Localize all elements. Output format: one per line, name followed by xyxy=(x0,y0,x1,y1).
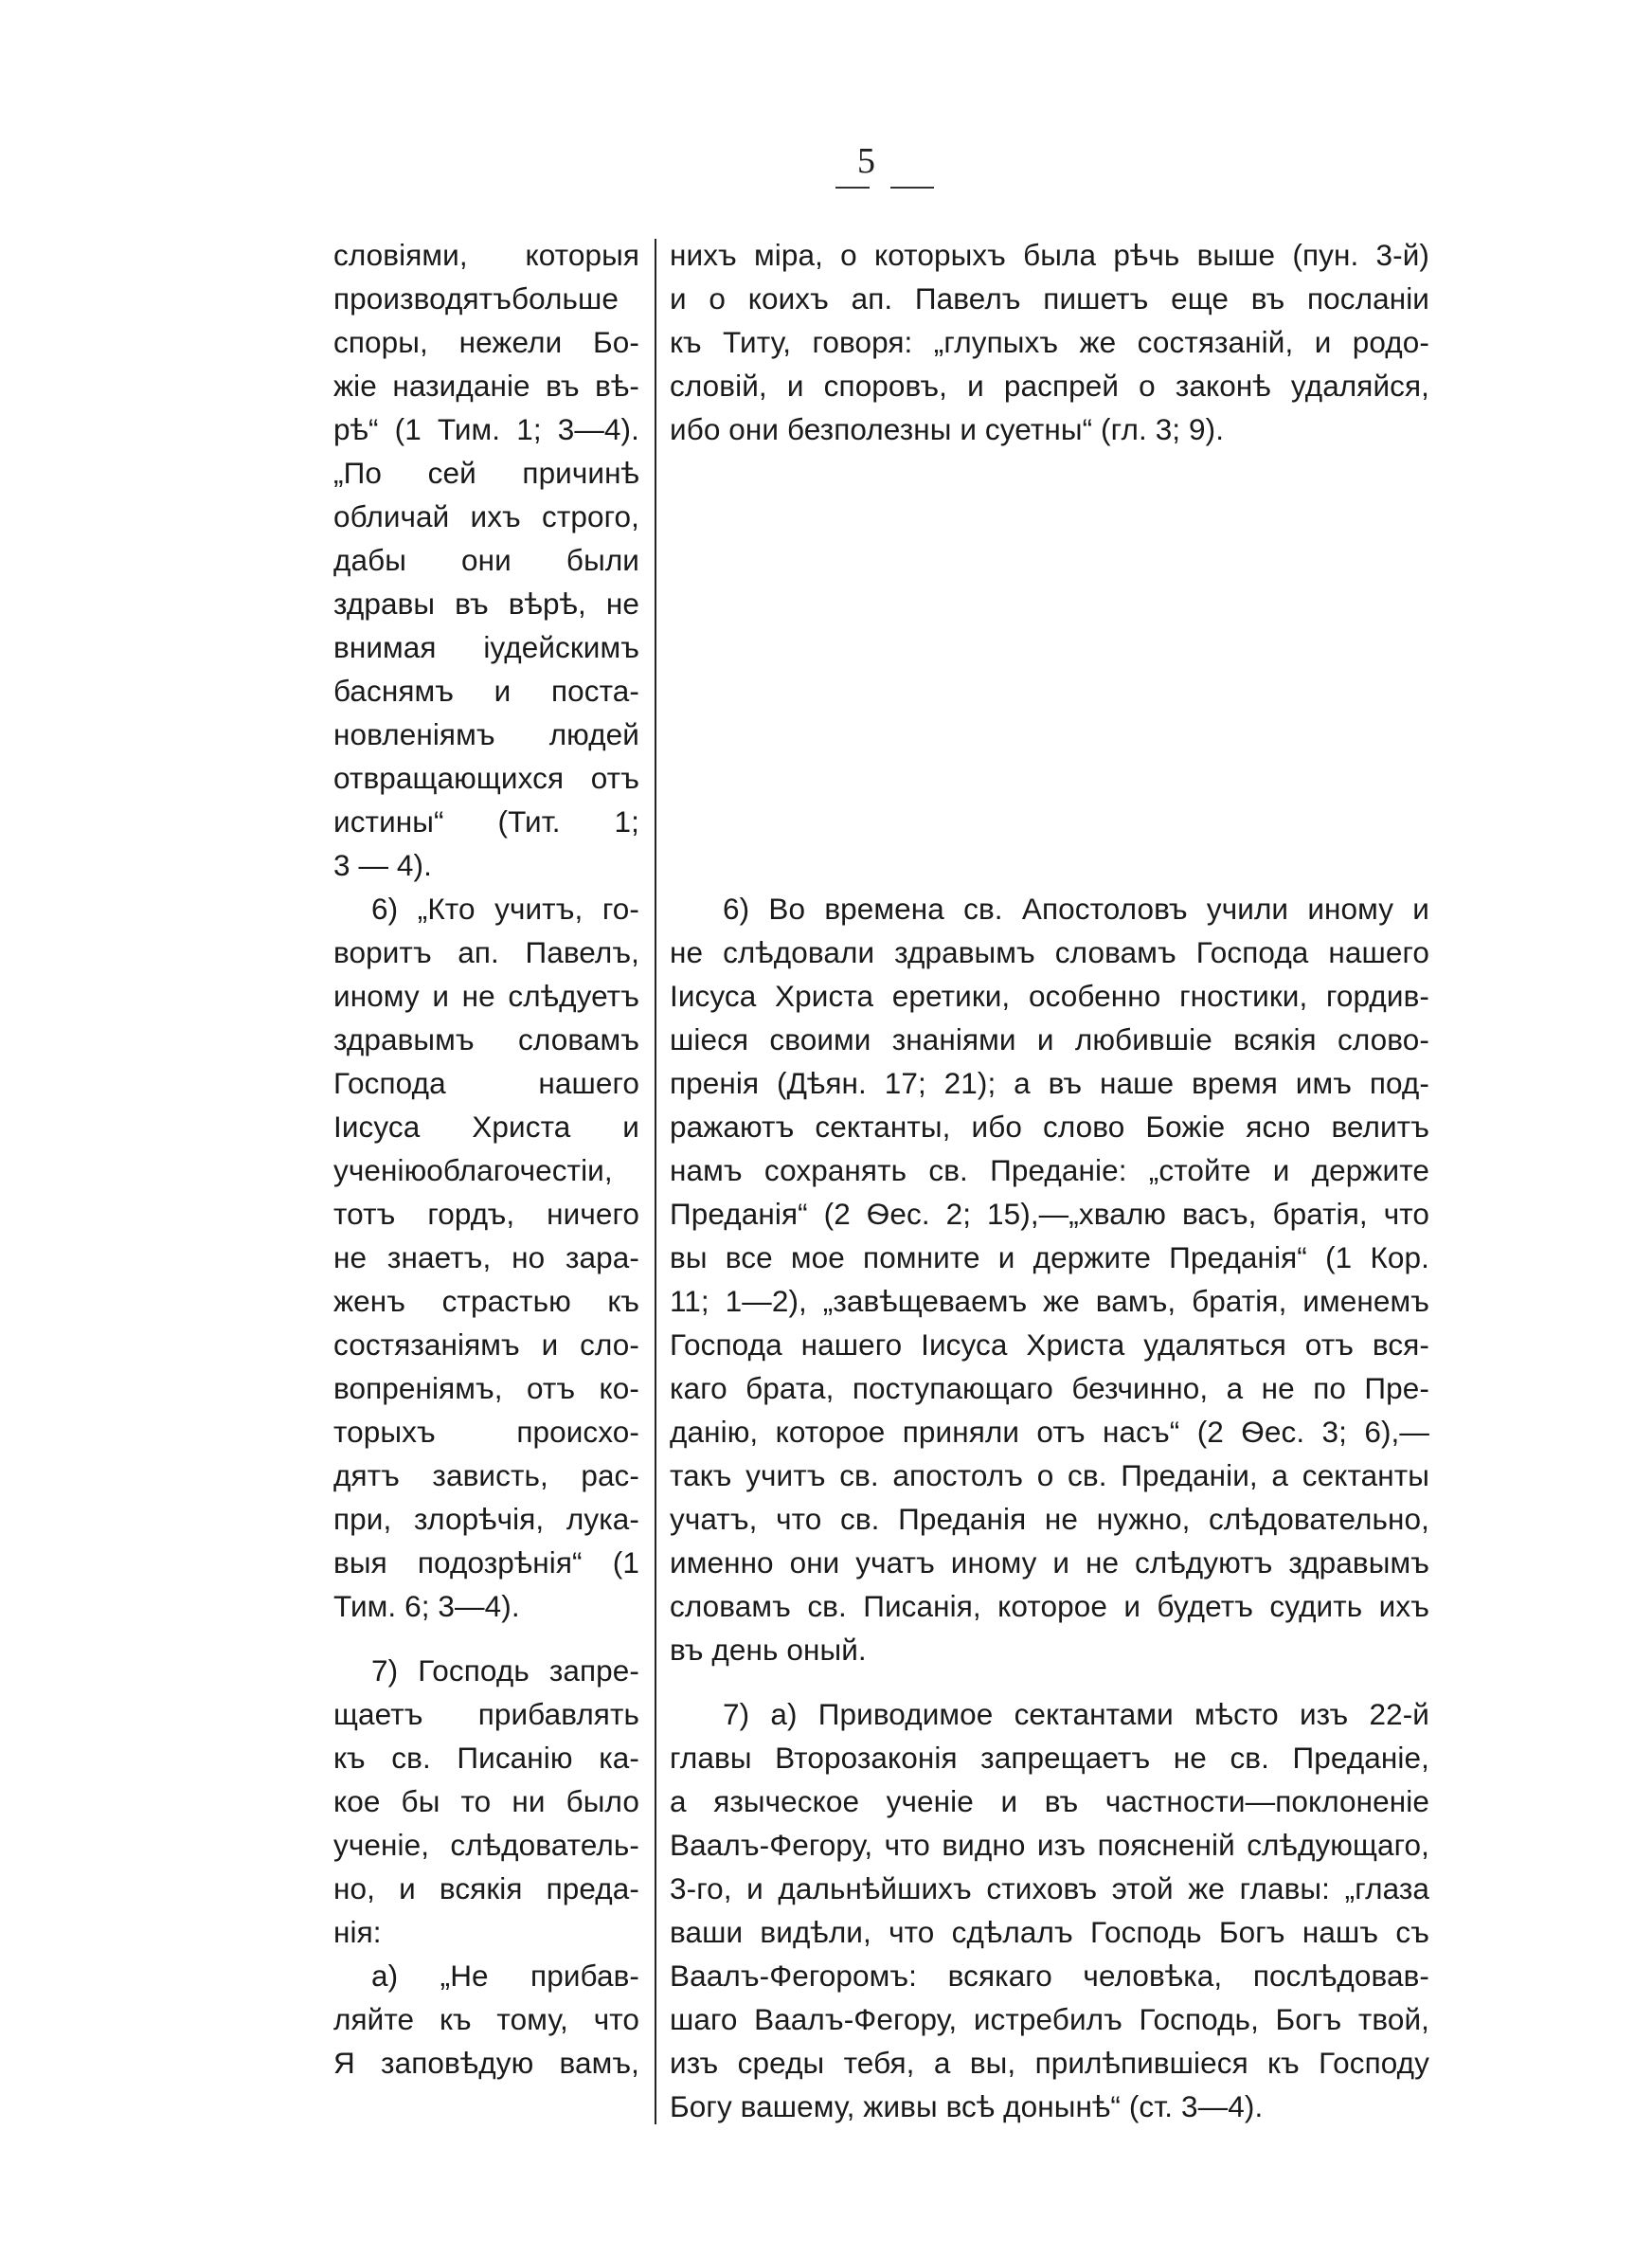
left-line: ляйте къ тому, что xyxy=(333,2002,639,2036)
right-line: главы Второзаконія запрещаетъ не св. Преданіе, xyxy=(670,1741,1429,1775)
right-line: Богу вашему, живы всѣ донынѣ“ (ст. 3—4). xyxy=(670,2089,1264,2123)
left-line: нія: xyxy=(333,1915,382,1949)
left-line: при, злорѣчія, лука- xyxy=(333,1502,639,1536)
left-line: выя подозрѣнія“ (1 xyxy=(333,1545,639,1580)
left-line: а) „Не прибав- xyxy=(371,1959,639,1993)
right-line: именно они учатъ иному и не слѣдуютъ здравымъ xyxy=(670,1545,1429,1580)
right-line: 7) а) Приводимое сектантами мѣсто изъ 22-й xyxy=(723,1697,1429,1731)
right-line: вы все мое помните и держите Преданія“ (1 Кор. xyxy=(670,1240,1429,1274)
right-line: учатъ, что св. Преданія не нужно, слѣдовательно, xyxy=(670,1502,1429,1536)
left-line: дабы они были xyxy=(333,543,639,577)
left-line: состязаніямъ и сло- xyxy=(333,1327,639,1362)
left-line: женъ страстью къ xyxy=(333,1284,639,1318)
right-line: ваши видѣли, что сдѣлалъ Господь Богъ нашъ съ xyxy=(670,1915,1429,1949)
left-line: 7) Господь запре- xyxy=(371,1653,639,1688)
left-line: щаетъ прибавлять xyxy=(333,1697,639,1731)
left-line: къ св. Писанію ка- xyxy=(333,1741,639,1775)
left-line: жіе назиданіе въ вѣ- xyxy=(333,369,639,403)
left-line: отвращающихся отъ xyxy=(333,761,639,795)
page-number: 5 xyxy=(857,141,875,181)
right-line: ибо они безполезны и суетны“ (гл. 3; 9). xyxy=(670,412,1225,446)
right-line: 11; 1—2), „завѣщеваемъ же вамъ, братія, именемъ xyxy=(670,1284,1429,1318)
right-line: 6) Во времена св. Апостоловъ учили иному и xyxy=(723,892,1429,926)
left-line: ученіе, слѣдователь- xyxy=(333,1828,639,1862)
left-line: истины“ (Тит. 1; xyxy=(333,804,639,839)
left-line: воритъ ап. Павелъ, xyxy=(333,935,639,969)
left-line: кое бы то ни было xyxy=(333,1784,639,1818)
left-line: не знаетъ, но зара- xyxy=(333,1240,639,1274)
left-line: баснямъ и поста- xyxy=(333,674,639,708)
right-line: каго брата, поступающаго безчинно, а не по Пре- xyxy=(670,1371,1429,1405)
left-line: „По сей причинѣ xyxy=(333,456,639,490)
column-spacer xyxy=(670,451,1429,887)
right-line: не слѣдовали здравымъ словамъ Господа нашего xyxy=(670,935,1429,969)
right-line: намъ сохранять св. Преданіе: „стойте и держите xyxy=(670,1153,1429,1187)
left-line: споры, нежели Бо- xyxy=(333,325,639,359)
left-line: 6) „Кто учитъ, го- xyxy=(371,892,639,926)
left-line: Тим. 6; 3—4). xyxy=(333,1589,520,1623)
left-line: Я заповѣдую вамъ, xyxy=(333,2046,639,2080)
left-line: здравымъ словамъ xyxy=(333,1022,639,1056)
right-line: изъ среды тебя, а вы, прилѣпившіеся къ Господу xyxy=(670,2046,1429,2080)
left-line: иному и не слѣдуетъ xyxy=(333,979,639,1013)
right-line: Ваалъ-Фегору, что видно изъ поясненій слѣдующаго, xyxy=(670,1828,1429,1862)
left-line: рѣ“ (1 Тим. 1; 3—4). xyxy=(333,412,639,446)
right-line: данію, которое приняли отъ насъ“ (2 Ѳес. 3; 6),— xyxy=(670,1415,1429,1449)
left-line: новленіямъ людей xyxy=(333,717,639,751)
left-line: обличай ихъ строго, xyxy=(333,499,639,533)
right-line: Ваалъ-Фегоромъ: всякаго человѣка, послѣдовав- xyxy=(670,1959,1429,1993)
page-number-rule-right xyxy=(890,187,934,189)
right-line: въ день оный. xyxy=(670,1633,867,1667)
left-line: здравы въ вѣрѣ, не xyxy=(333,587,639,621)
right-line: а языческое ученіе и въ частности—поклоненіе xyxy=(670,1784,1429,1818)
left-line: производятъбольше xyxy=(333,281,620,316)
left-line: 3 — 4). xyxy=(333,848,432,882)
left-line: внимая іудейскимъ xyxy=(333,630,639,664)
left-line: вопреніямъ, отъ ко- xyxy=(333,1371,639,1405)
left-line: но, и всякія преда- xyxy=(333,1871,639,1905)
left-line: дятъ зависть, рас- xyxy=(333,1458,639,1492)
left-line: тотъ гордъ, ничего xyxy=(333,1197,639,1231)
right-line: пренія (Дѣян. 17; 21); а въ наше время имъ под- xyxy=(670,1066,1429,1100)
left-line: словіями, которыя xyxy=(333,238,639,272)
right-line: такъ учитъ св. апостолъ о св. Преданіи, а сектанты xyxy=(670,1458,1429,1492)
right-line: Господа нашего Іисуса Христа удаляться отъ вся- xyxy=(670,1327,1429,1362)
right-line: шаго Ваалъ-Фегору, истребилъ Господь, Богъ твой, xyxy=(670,2002,1429,2036)
right-line: Преданія“ (2 Ѳес. 2; 15),—„хвалю васъ, братія, что xyxy=(670,1197,1429,1231)
right-line: ражаютъ сектанты, ибо слово Божіе ясно велитъ xyxy=(670,1110,1429,1144)
left-line: ученіюоблагочестіи, xyxy=(333,1153,613,1187)
right-line: и о коихъ ап. Павелъ пишетъ еще въ посланіи xyxy=(670,281,1429,316)
right-line: къ Титу, говоря: „глупыхъ же состязаній, и родо- xyxy=(670,325,1429,359)
left-column xyxy=(333,233,639,2085)
left-line: Господа нашего xyxy=(333,1066,639,1100)
right-line: 3-го, и дальнѣйшихъ стиховъ этой же главы: „глаза xyxy=(670,1871,1429,1905)
paragraph-gap xyxy=(333,1628,639,1649)
right-column xyxy=(670,233,1429,2128)
left-line: торыхъ происхо- xyxy=(333,1415,639,1449)
page-number-rule-left xyxy=(835,187,870,189)
left-line: Іисуса Христа и xyxy=(333,1110,639,1144)
right-line: нихъ міра, о которыхъ была рѣчь выше (пун. 3-й) xyxy=(670,238,1429,272)
right-line: Іисуса Христа еретики, особенно гностики, гордив- xyxy=(670,979,1429,1013)
right-line: шіеся своими знаніями и любившіе всякія слово- xyxy=(670,1022,1429,1056)
paragraph-gap xyxy=(670,1671,1429,1692)
right-line: словій, и споровъ, и распрей о законѣ удаляйся, xyxy=(670,369,1429,403)
right-line: словамъ св. Писанія, которое и будетъ судить ихъ xyxy=(670,1589,1429,1623)
column-divider xyxy=(655,239,656,2124)
